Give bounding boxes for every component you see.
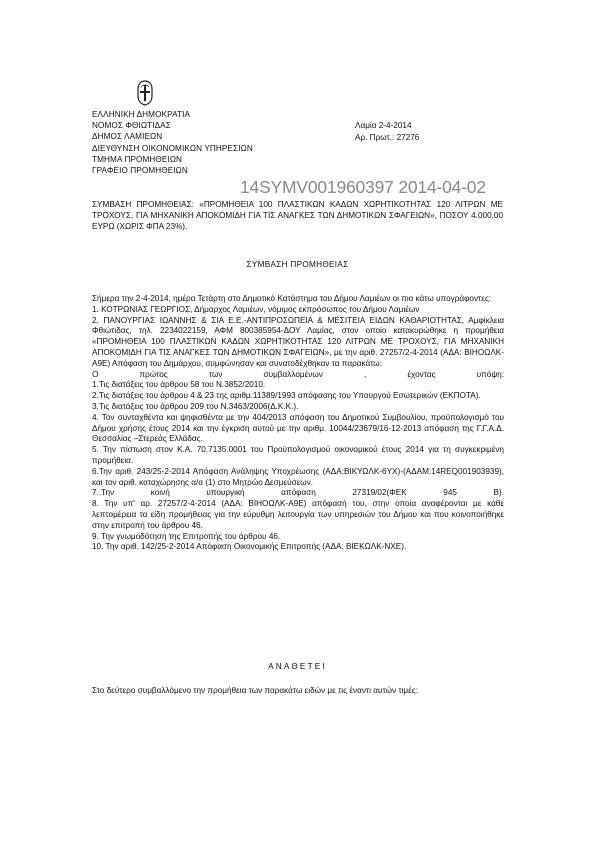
clause-item: 5. Την πίστωση στον Κ.Α. 70.7135.0001 του Προϋπολογισμού οικονομικού έτους 2014 για τη συγκεκριμένη προμήθεια. [92, 445, 504, 465]
issuer-header [92, 109, 253, 176]
header-line-municipality: ΔΗΜΟΣ ΛΑΜΙΕΩΝ [92, 132, 163, 142]
clause-item: 7..Την κοινή υπουργική απόφαση 27319/02(ΦΕΚ 945 Β). [92, 488, 504, 498]
header-line-directorate: ΔΙΕΥΘΥΝΣΗ ΟΙΚΟΝΟΜΙΚΩΝ ΥΠΗΡΕΣΙΩΝ [92, 143, 253, 153]
header-line-prefecture: ΝΟΜΟΣ ΦΘΙΩΤΙΔΑΣ [92, 121, 171, 131]
clause-item: 9. Την γνωμοδότηση της Επιτροπής του άρθρου 46. [92, 531, 281, 541]
contract-subject: ΣΥΜΒΑΣΗ ΠΡΟΜΗΘΕΙΑΣ: «ΠΡΟΜΗΘΕΙΑ 100 ΠΛΑΣΤΙΚΩΝ ΚΑΔΩΝ ΧΩΡΗΤΙΚΟΤΗΤΑΣ 120 ΛΙΤΡΩΝ ΜΕ ΤΡΟΧΟΥΣ, ΓΙΑ ΜΗΧΑΝΙΚΗ ΑΠΟΚΟΜΙΔΗ ΓΙΑ ΤΙΣ ΑΝΑΓΚΕΣ ΤΩΝ ΔΗΜΟΤΙΚΩΝ ΣΦΑΓΕΙΩΝ», ΠΟΣΟΥ 4.000,00 ΕΥΡΩ (ΧΩΡΙΣ ΦΠΑ 23%). [92, 200, 503, 232]
header-line-office: ΓΡΑΦΕΙΟ ΠΡΟΜΗΘΕΙΩΝ [92, 166, 188, 176]
clause-item: 3.Τις διατάξεις του άρθρου 209 του Ν.3463/2006(Δ.Κ.Κ.). [92, 401, 299, 411]
ada-watermark-code: 14SYMV001960397 2014-04-02 [240, 177, 486, 197]
header-line-department: ΤΜΗΜΑ ΠΡΟΜΗΘΕΙΩΝ [92, 154, 183, 164]
clause-item: 10. Την αριθ. 142/25-2-2014 Απόφαση Οικονομικής Επιτροπής (ΑΔΑ: ΒΙΕΚΩΛΚ-ΝΧΕ). [92, 542, 407, 552]
contract-title: ΣΥΜΒΑΣΗ ΠΡΟΜΗΘΕΙΑΣ [246, 260, 349, 269]
protocol-number: Αρ. Πρωτ.: 27276 [355, 132, 420, 142]
clause-item: 2.Τις διατάξεις του άρθρου 4 & 23 της αριθμ.11389/1993 απόφασης του Υπουργού Εσωτερικών (ΕΚΠΟΤΑ). [92, 391, 481, 401]
date-protocol-block [355, 120, 419, 143]
award-intro-line: Στο δεύτερο συμβαλλόμενο την προμήθεια των παρακάτω ειδών με τις έναντι αυτών τιμές: [92, 686, 418, 695]
clause-item: 8. Την υπ' αρ. 27257/2-4-2014 (ΑΔΑ: ΒΙΗΟΩΛΚ-Α9Ε) απόφασή του, στην οποία αναφέρονται με κάθε λεπτομέρεια τα είδη προμήθειας για την εύρυθμη λειτουργία των υπηρεσιών του Δήμου και που κοινοποιήθηκε στην επιτροπή του άρθρου 46. [92, 499, 504, 530]
header-line-republic: ΕΛΛΗΝΙΚΗ ΔΗΜΟΚΡΑΤΙΑ [92, 110, 191, 119]
party-2: 2. ΠΑΝΟΥΡΓΙΑΣ ΙΩΑΝΝΗΣ & ΣΙΑ Ε.Ε.-ΑΝΤΙΠΡΟΣΩΠΕΙΑ & ΜΕΣΙΤΕΙΑ ΕΙΔΩΝ ΚΑΘΑΡΙΟΤΗΤΑΣ, Αμφίκλεια Φθιώτιδας, τηλ. 2234022159, ΑΦΜ 800385954-ΔΟΥ Λαμίας, στον οποίο κατακυρώθηκε η προμήθεια «ΠΡΟΜΗΘΕΙΑ 100 ΠΛΑΣΤΙΚΩΝ ΚΑΔΩΝ ΧΩΡΗΤΙΚΟΤΗΤΑΣ 120 ΛΙΤΡΩΝ ΜΕ ΤΡΟΧΟΥΣ, ΓΙΑ ΜΗΧΑΝΙΚΗ ΑΠΟΚΟΜΙΔΗ ΓΙΑ ΤΙΣ ΑΝΑΓΚΕΣ ΤΩΝ ΔΗΜΟΤΙΚΩΝ ΣΦΑΓΕΙΩΝ», με την αριθ. 27257/2-4-2014 (ΑΔΑ: ΒΙΗΟΩΛΚ-Α9Ε) Απόφαση του Δημάρχου, συμφώνησαν και συνατοδέχθηκαν τα παρακάτω: [92, 315, 504, 368]
clause-item: 4. Τον συνταχθέντα και ψηφισθέντα με την 404/2013 απόφαση του Δημοτικού Συμβουλίου, προϋπολογισμό του Δήμου χρήσης έτους 2014 και την έγκριση αυτού με την αριθμ. 10044/23679/16-12-2013 απόφαση της Γ.Γ.Α.Δ. Θεσσαλίας –Στερεάς Ελλάδας. [92, 412, 504, 444]
clause-item: 1.Τις διατάξεις του άρθρου 58 του Ν.3852/2010. [92, 380, 266, 390]
clause-item: 6.Την αριθ. 243/25-2-2014 Απόφαση Ανάληψης Υποχρέωσης (ΑΔΑ:ΒΙΚΥΩΛΚ-6ΥΧ)-(ΑΔΑΜ:14REQ001903939), και τον αριθ. καταχώρησης α/α (1) στο Μητρώο Δεσμεύσεων. [92, 466, 504, 487]
intro-paragraph: Σήμερα την 2-4-2014, ημέρα Τετάρτη στο Δημοτικό Κατάστημα του Δήμου Λαμιέων οι πιο κάτω υπογράφοντες: [92, 294, 492, 303]
awards-heading: ΑΝΑΘΕΤΕΙ [268, 662, 327, 671]
greek-emblem-icon [136, 80, 154, 106]
contract-body [92, 294, 504, 553]
first-party-line: Ο πρώτος των συμβαλλομένων , έχοντας υπόψη: [92, 369, 504, 379]
document-date: Λαμία 2-4-2014 [355, 121, 412, 130]
party-1: 1. ΚΟΤΡΩΝΙΑΣ ΓΕΩΡΓΙΟΣ, Δήμαρχος Λαμιέων, νόμιμος εκπρόσωπος του Δήμου Λαμιέων [92, 304, 420, 314]
